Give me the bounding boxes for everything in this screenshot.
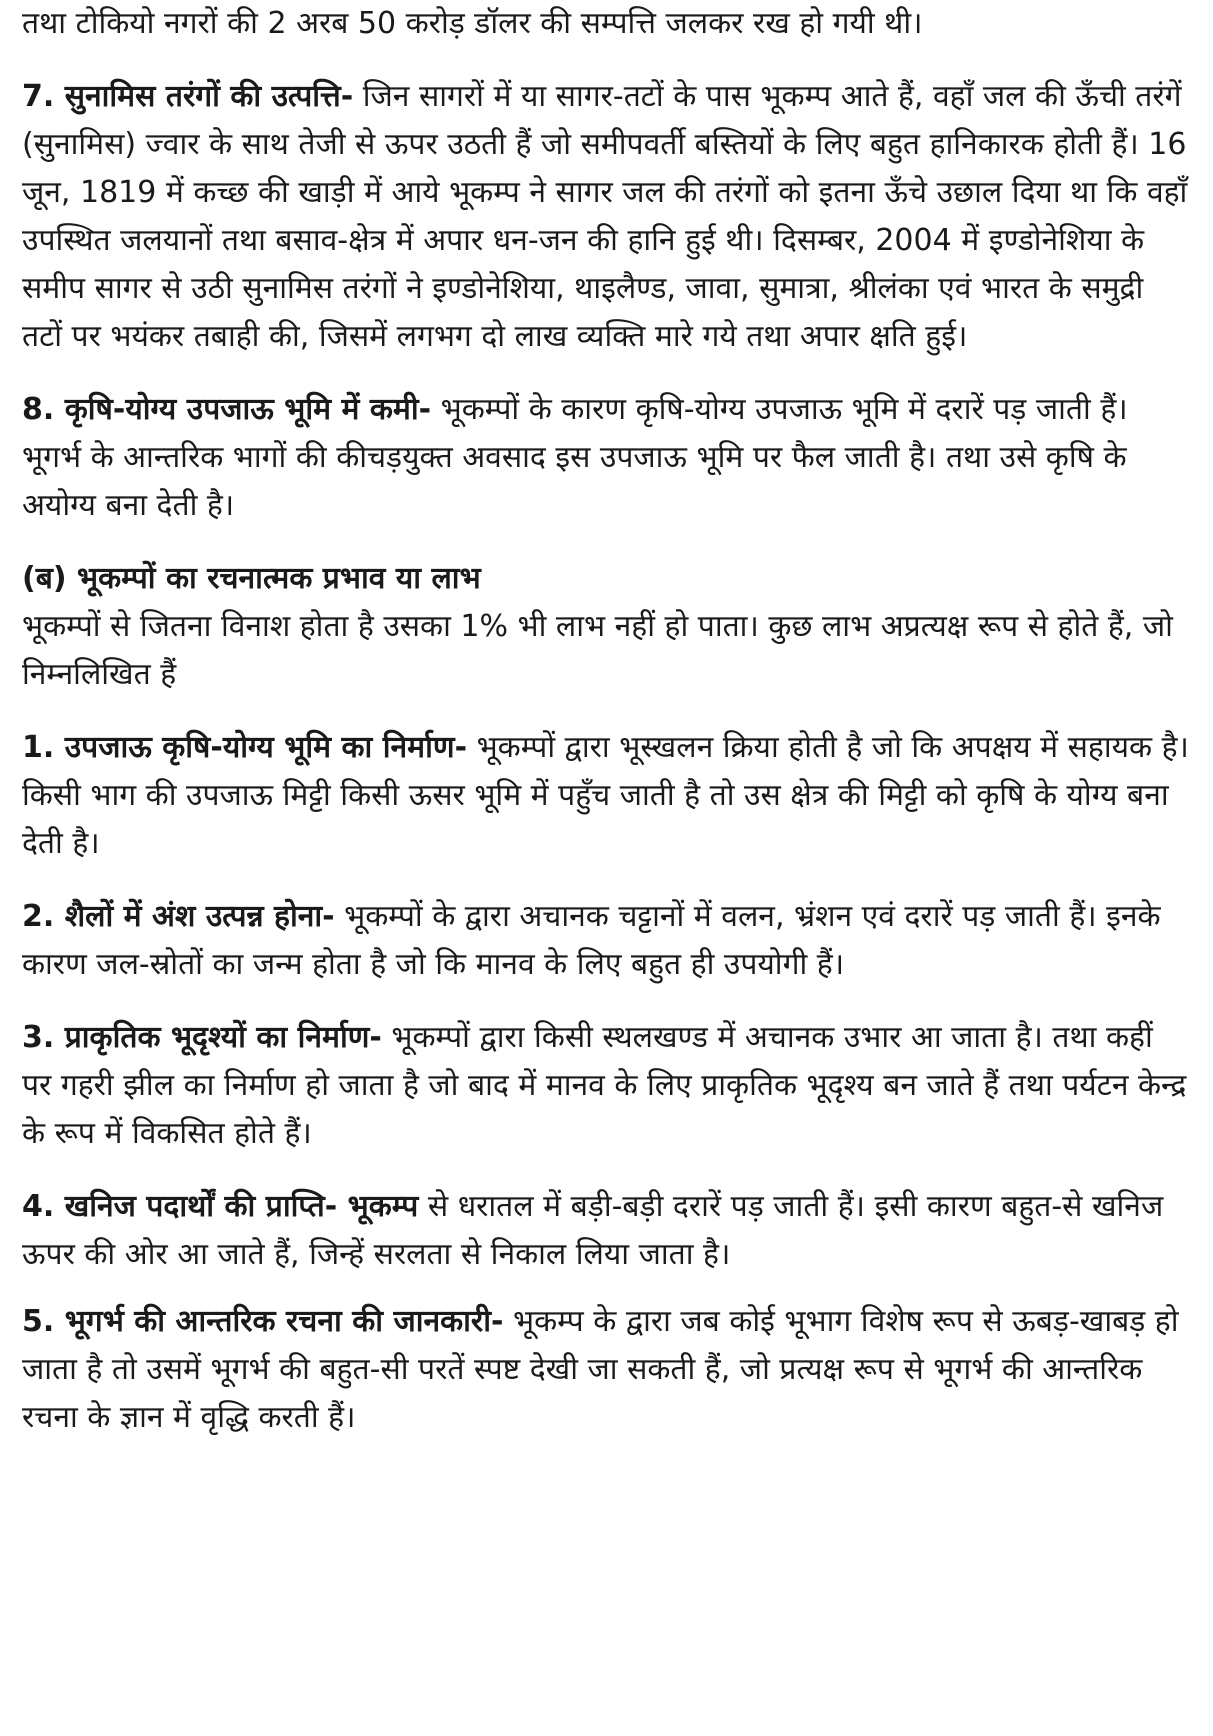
- intro-line: तथा टोकियो नगरों की 2 अरब 50 करोड़ डॉलर की सम्पत्ति जलकर रख हो गयी थी।: [22, 6, 923, 41]
- section-b-heading: [22, 555, 1189, 603]
- section-b-heading-text: (ब) भूकम्पों का रचनात्मक प्रभाव या लाभ: [22, 561, 481, 596]
- effect-heading-7: 7. सुनामिस तरंगों की उत्पत्ति-: [22, 79, 354, 114]
- benefit-heading-5: 5. भूगर्भ की आन्तरिक रचना की जानकारी-: [22, 1304, 504, 1339]
- benefit-text-4: से धरातल में बड़ी-बड़ी दरारें पड़ जाती हैं। इसी कारण बहुत-से खनिज ऊपर की ओर आ जाते हैं, जिन्हें सरलता से निकाल लिया जाता है।: [22, 1189, 1164, 1272]
- benefit-text-5: भूकम्प के द्वारा जब कोई भूभाग विशेष रूप से ऊबड़-खाबड़ हो जाता है तो उसमें भूगर्भ की बहुत-सी परतें स्पष्ट देखी जा सकती हैं, जो प्रत्यक्ष रूप से भूगर्भ की आन्तरिक रचना के ज्ञान में वृद्धि करती हैं।: [22, 1304, 1179, 1435]
- effect-paragraph-7: [22, 73, 1189, 361]
- benefit-paragraph-2: [22, 893, 1189, 989]
- benefit-paragraph-1: [22, 724, 1189, 868]
- benefit-paragraph-4: [22, 1183, 1189, 1279]
- effect-text-7: जिन सागरों में या सागर-तटों के पास भूकम्प आते हैं, वहाँ जल की ऊँची तरंगें (सुनामिस) ज्वार के साथ तेजी से ऊपर उठती हैं जो समीपवर्ती बस्तियों के लिए बहुत हानिकारक होती हैं। 16 जून, 1819 में कच्छ की खाड़ी में आये भूकम्प ने सागर जल की तरंगों को इतना ऊँचे उछाल दिया था कि वहाँ उपस्थित जलयानों तथा बसाव-क्षेत्र में अपार धन-जन की हानि हुई थी। दिसम्बर, 2004 में इण्डोनेशिया के समीप सागर से उठी सुनामिस तरंगों ने इण्डोनेशिया, थाइलैण्ड, जावा, सुमात्रा, श्रीलंका एवं भारत के समुद्री तटों पर भयंकर तबाही की, जिसमें लगभग दो लाख व्यक्ति मारे गये तथा अपार क्षति हुई।: [22, 79, 1188, 354]
- effect-text-8: भूकम्पों के कारण कृषि-योग्य उपजाऊ भूमि में दरारें पड़ जाती हैं। भूगर्भ के आन्तरिक भागों की कीचड़युक्त अवसाद इस उपजाऊ भूमि पर फैल जाती है। तथा उसे कृषि के अयोग्य बना देती है।: [22, 392, 1128, 523]
- benefit-paragraph-5: [22, 1298, 1189, 1442]
- benefit-text-2: भूकम्पों के द्वारा अचानक चट्टानों में वलन, भ्रंशन एवं दरारें पड़ जाती हैं। इनके कारण जल-स्रोतों का जन्म होता है जो कि मानव के लिए बहुत ही उपयोगी हैं।: [22, 899, 1161, 982]
- effect-paragraph-8: [22, 386, 1189, 530]
- benefit-heading-4: 4. खनिज पदार्थों की प्राप्ति- भूकम्प: [22, 1189, 419, 1224]
- benefit-text-3: भूकम्पों द्वारा किसी स्थलखण्ड में अचानक उभार आ जाता है। तथा कहीं पर गहरी झील का निर्माण हो जाता है जो बाद में मानव के लिए प्राकृतिक भूदृश्य बन जाते हैं तथा पर्यटन केन्द्र के रूप में विकसित होते हैं।: [22, 1020, 1187, 1151]
- effect-heading-8: 8. कृषि-योग्य उपजाऊ भूमि में कमी-: [22, 392, 432, 427]
- benefit-heading-3: 3. प्राकृतिक भूदृश्यों का निर्माण-: [22, 1020, 382, 1055]
- benefit-heading-2: 2. शैलों में अंश उत्पन्न होना-: [22, 899, 335, 934]
- section-b-intro: भूकम्पों से जितना विनाश होता है उसका 1% भी लाभ नहीं हो पाता। कुछ लाभ अप्रत्यक्ष रूप से होते हैं, जो निम्नलिखित हैं: [22, 609, 1173, 692]
- benefit-text-1: भूकम्पों द्वारा भूस्खलन क्रिया होती है जो कि अपक्षय में सहायक है। किसी भाग की उपजाऊ मिट्टी किसी ऊसर भूमि में पहुँच जाती है तो उस क्षेत्र की मिट्टी को कृषि के योग्य बना देती है।: [22, 730, 1189, 861]
- benefit-heading-1: 1. उपजाऊ कृषि-योग्य भूमि का निर्माण-: [22, 730, 468, 765]
- benefit-paragraph-3: [22, 1014, 1189, 1158]
